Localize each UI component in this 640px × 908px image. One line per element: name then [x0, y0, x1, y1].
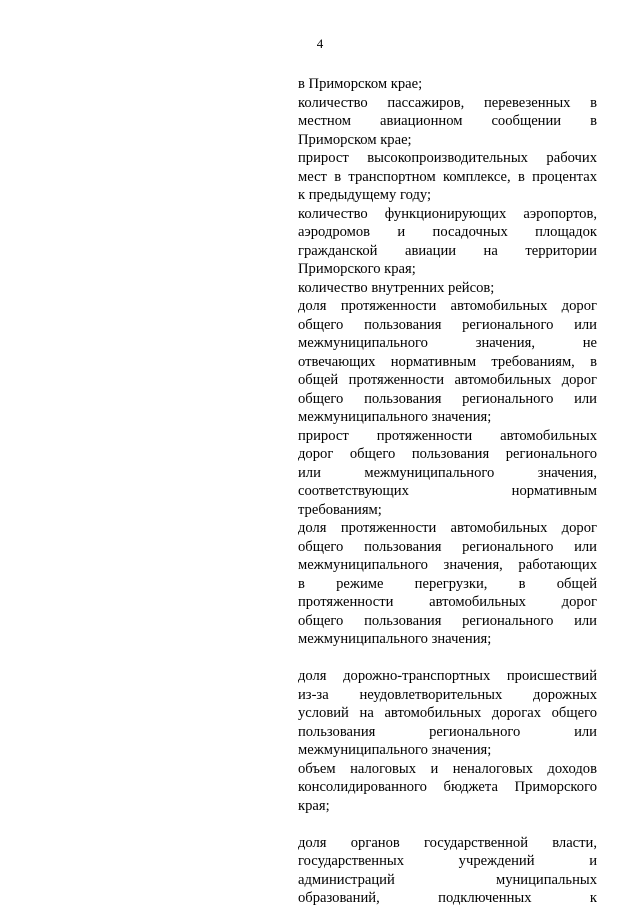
- text-line: доля дорожно-транспортных происшествий: [298, 668, 597, 684]
- text-line: гражданской авиации на территории: [298, 242, 597, 259]
- text-line: количество внутренних рейсов;: [298, 279, 495, 296]
- text-line: прирост протяженности автомобильных: [298, 427, 597, 444]
- text-line: общего пользования регионального или: [298, 316, 597, 333]
- text-line: к предыдущему году;: [298, 187, 432, 203]
- text-line: общей протяженности автомобильных дорог: [298, 372, 597, 388]
- text-line: аэродромов и посадочных площадок: [298, 224, 597, 240]
- text-line: количество пассажиров, перевезенных в: [298, 94, 597, 111]
- text-line: отвечающих нормативным требованиям, в: [298, 353, 597, 370]
- paragraph-gap: [298, 815, 597, 834]
- text-line: межмуниципального значения;: [298, 631, 492, 647]
- list-item: [298, 760, 597, 816]
- text-line: межмуниципального значения, не: [298, 335, 597, 351]
- text-line: государственных учреждений и: [298, 853, 597, 869]
- text-line: Приморского края;: [298, 261, 416, 277]
- text-line: местном авиационном сообщении в: [298, 113, 597, 129]
- page-number: 4: [316, 36, 324, 51]
- text-line: межмуниципального значения;: [298, 409, 492, 425]
- text-line: межмуниципального значения;: [298, 742, 492, 758]
- list-item: [298, 834, 597, 908]
- list-item: [298, 205, 597, 279]
- text-line: администраций муниципальных: [298, 871, 597, 888]
- text-line: количество функционирующих аэропортов,: [298, 205, 597, 222]
- text-line: из-за неудовлетворительных дорожных: [298, 686, 597, 703]
- text-line: консолидированного бюджета Приморского: [298, 779, 597, 795]
- text-line: Приморском крае;: [298, 131, 412, 148]
- text-line: образований, подключенных к: [298, 890, 597, 906]
- text-line: общего пользования регионального или: [298, 538, 597, 555]
- list-item: [298, 519, 597, 649]
- text-line: доля протяженности автомобильных дорог: [298, 520, 597, 536]
- text-line: объем налоговых и неналоговых доходов: [298, 760, 597, 777]
- text-line: в Приморском крае;: [298, 76, 423, 92]
- text-line: соответствующих нормативным: [298, 483, 597, 499]
- list-item: [298, 94, 597, 150]
- text-line: прирост высокопроизводительных рабочих: [298, 150, 597, 166]
- text-line: доля протяженности автомобильных дорог: [298, 298, 597, 314]
- text-line: общего пользования регионального или: [298, 612, 597, 629]
- list-item: [298, 667, 597, 760]
- text-line: протяженности автомобильных дорог: [298, 594, 597, 610]
- text-line: края;: [298, 797, 330, 814]
- text-column: [298, 75, 597, 908]
- text-line: мест в транспортном комплексе, в процентах: [298, 168, 597, 185]
- text-line: в режиме перегрузки, в общей: [298, 575, 597, 592]
- list-item: [298, 297, 597, 427]
- text-line: доля органов государственной власти,: [298, 834, 597, 851]
- text-line: межмуниципального значения, работающих: [298, 557, 597, 573]
- list-item: [298, 149, 597, 205]
- text-line: общего пользования регионального или: [298, 390, 597, 407]
- paragraph-gap: [298, 649, 597, 668]
- list-item: [298, 279, 597, 298]
- text-line: или межмуниципального значения,: [298, 464, 597, 481]
- list-item: [298, 75, 597, 94]
- text-line: дорог общего пользования регионального: [298, 446, 597, 462]
- list-item: [298, 427, 597, 520]
- text-line: условий на автомобильных дорогах общего: [298, 705, 597, 721]
- text-line: пользования регионального или: [298, 723, 597, 740]
- text-line: требованиям;: [298, 501, 382, 518]
